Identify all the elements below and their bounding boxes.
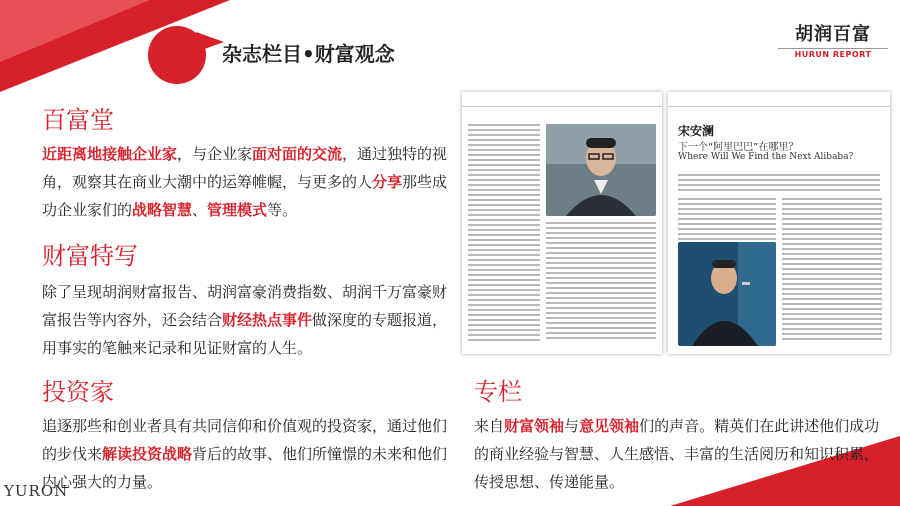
magazine-page-left: [462, 92, 662, 354]
magazine-intro-lines: [678, 174, 880, 194]
highlighted-phrase: 战略智慧: [132, 201, 193, 219]
body-text-run: 追逐那些和创业者具有共同信仰和价值观的投资家，通过他们的步伐来: [42, 417, 448, 463]
body-text-run: 来自: [474, 417, 505, 435]
highlighted-phrase: 分享: [372, 173, 403, 191]
magazine-page-right: [668, 92, 890, 354]
magazine-article-subtitle: 下一个“阿里巴巴”在哪里？: [678, 142, 799, 153]
magazine-photo-man-glasses: [546, 124, 656, 216]
body-text-run: ，通过独特的视角，观察其在商业大潮中的运筹帷幄，与更多的人: [42, 145, 448, 191]
body-text-run: 、: [192, 201, 208, 219]
section-body-baifutang: [42, 140, 452, 224]
section-heading-baifutang: 百富堂: [42, 106, 114, 134]
highlighted-phrase: 管理模式: [207, 201, 268, 219]
section-body-zhuanlan: [474, 412, 890, 496]
magazine-text-column-right-2: [782, 198, 882, 343]
section-heading-zhuanlan: 专栏: [474, 378, 522, 406]
highlighted-phrase: 解读投资战略: [102, 445, 193, 463]
magazine-photo-speaker: [678, 242, 776, 346]
body-text-run: 背后的故事、他们所憧憬的未来和他们内心强大的力量。: [42, 445, 448, 491]
highlighted-phrase: 意见领袖: [579, 417, 640, 435]
magazine-page-header: [462, 92, 662, 107]
section-heading-touzi: 投资家: [42, 378, 114, 406]
section-heading-caifu: 财富特写: [42, 242, 138, 270]
body-text-run: ，与企业家: [177, 145, 253, 163]
magazine-article-name: 宋安澜: [678, 124, 715, 138]
body-text-run: 们的声音。精英们在此讲述他们成功的商业经验与智慧、人生感悟、丰富的生活阅历和知识积累，传授思想、传递能量。: [474, 417, 880, 491]
magazine-text-column-right-1: [678, 198, 776, 243]
highlighted-phrase: 财富领袖: [504, 417, 565, 435]
watermark-text: YURON: [4, 482, 69, 500]
title-bubble-tail: [196, 32, 224, 52]
highlighted-phrase: 财经热点事件: [222, 311, 313, 329]
highlighted-phrase: 近距离地接触企业家: [42, 145, 178, 163]
brand-logo-cn: 胡润百富: [795, 24, 871, 45]
body-text-run: 除了呈现胡润财富报告、胡润富豪消费指数、胡润千万富豪财富报告等内容外，还会结合: [42, 283, 448, 329]
corner-decoration-top-left-light: [0, 0, 150, 62]
magazine-page-header-right: [668, 92, 890, 107]
magazine-text-column: [468, 124, 540, 344]
section-body-caifu: [42, 278, 452, 362]
body-text-run: 那些成功企业家们的: [42, 173, 448, 219]
brand-logo-en: HURUN REPORT: [778, 48, 888, 59]
body-text-run: 与: [564, 417, 580, 435]
body-text-run: 做深度的专题报道，用事实的笔触来记录和见证财富的人生。: [42, 311, 448, 357]
highlighted-phrase: 面对面的交流: [252, 145, 343, 163]
body-text-run: 等。: [267, 201, 298, 219]
brand-logo: [778, 20, 888, 59]
section-body-touzi: [42, 412, 452, 496]
page-title: 杂志栏目•财富观念: [222, 42, 395, 66]
magazine-text-column-2: [546, 222, 656, 342]
magazine-article-english-title: Where Will We Find the Next Alibaba?: [678, 152, 854, 162]
